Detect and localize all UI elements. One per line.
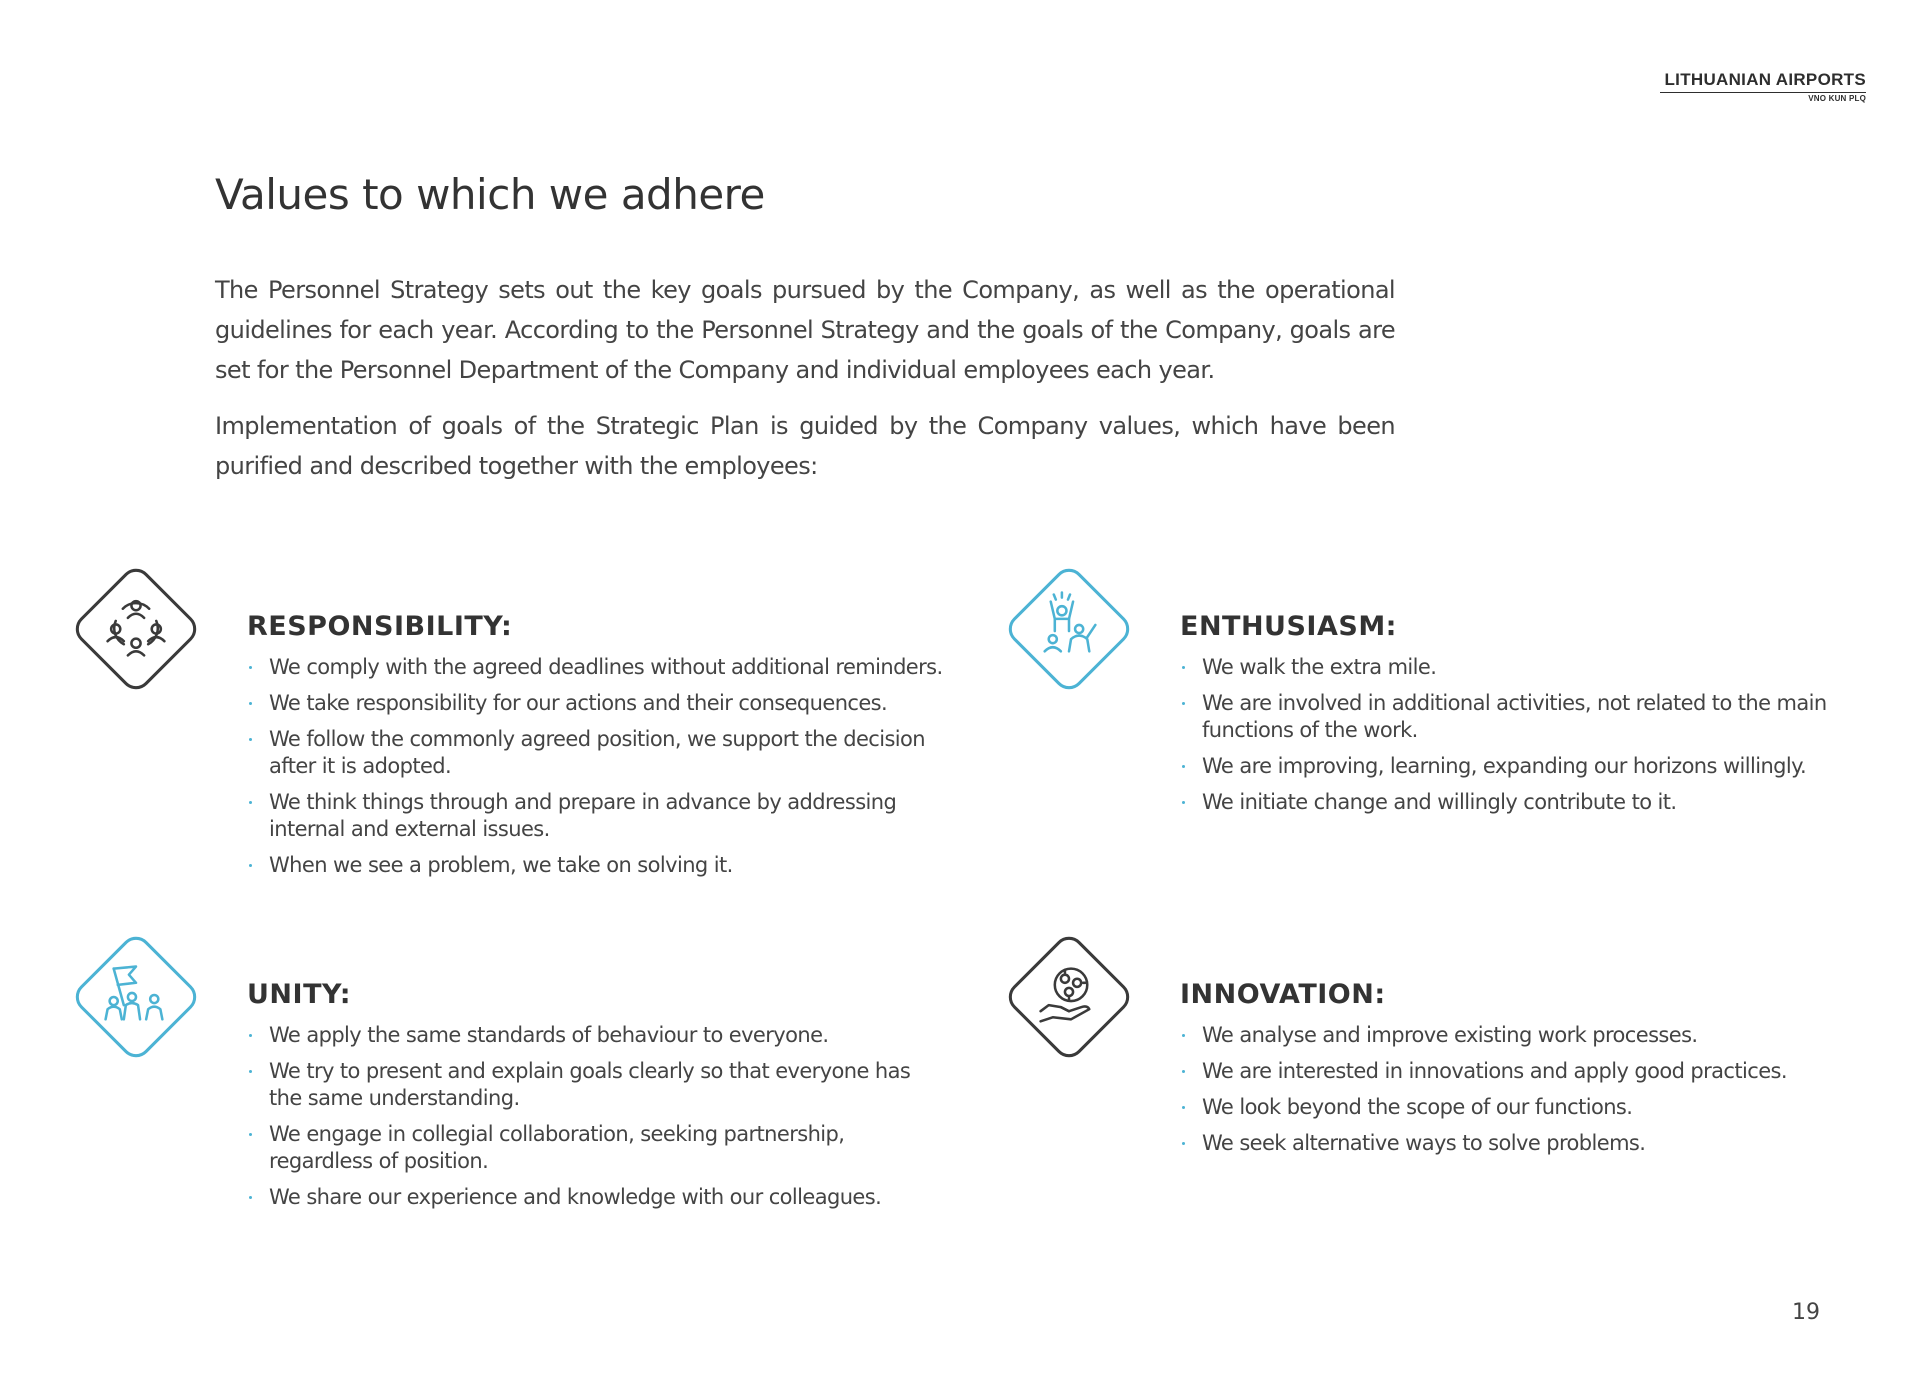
list-item (1180, 1094, 1880, 1121)
list-item (247, 852, 947, 879)
list-item-text: We are involved in additional activities, not related to the main functions of the work. (1202, 691, 1827, 742)
list-item-text: We think things through and prepare in advance by addressing internal and external issues. (269, 790, 897, 841)
value-heading: ENTHUSIASM: (1180, 611, 1397, 642)
list-item-text: We walk the extra mile. (1202, 655, 1437, 679)
value-heading: INNOVATION: (1180, 979, 1386, 1010)
list-item-text: We apply the same standards of behaviour to everyone. (269, 1023, 829, 1047)
bullet-dot (1182, 765, 1185, 768)
list-item (247, 789, 947, 843)
logo-airport-codes: VNO KUN PLQ (1808, 94, 1866, 103)
bullet-dot (1182, 1142, 1185, 1145)
list-item (247, 726, 947, 780)
list-item-text: We analyse and improve existing work processes. (1202, 1023, 1698, 1047)
hand-holding-gears-icon (998, 926, 1140, 1068)
list-item (1180, 654, 1880, 681)
bullet-dot (1182, 801, 1185, 804)
list-item (1180, 789, 1880, 816)
bullet-dot (1182, 666, 1185, 669)
bullet-dot (249, 1034, 252, 1037)
list-item-text: We initiate change and willingly contribute to it. (1202, 790, 1677, 814)
bullet-dot (1182, 1034, 1185, 1037)
list-item (1180, 690, 1880, 744)
bullet-dot (249, 1070, 252, 1073)
bullet-dot (1182, 1106, 1185, 1109)
list-item (247, 690, 947, 717)
page-title: Values to which we adhere (215, 170, 765, 219)
bullet-dot (249, 702, 252, 705)
company-logo (1660, 70, 1866, 104)
bullet-dot (249, 738, 252, 741)
team-circle-icon (65, 558, 207, 700)
bullet-dot (1182, 1070, 1185, 1073)
intro-paragraph-2: Implementation of goals of the Strategic Plan is guided by the Company values, which have been purified and described together with the employees: (215, 412, 1395, 480)
list-item (247, 1184, 947, 1211)
value-list (247, 1022, 947, 1220)
intro-paragraph-1: The Personnel Strategy sets out the key goals pursued by the Company, as well as the operational guidelines for each year. According to the Personnel Strategy and the goals of the Company, goals are set for the Personnel Department of the Company and individual employees each year. (215, 276, 1395, 384)
bullet-dot (249, 864, 252, 867)
value-list (1180, 654, 1880, 825)
bullet-dot (249, 666, 252, 669)
value-list (1180, 1022, 1880, 1166)
list-item (247, 1121, 947, 1175)
list-item-text: We take responsibility for our actions and their consequences. (269, 691, 888, 715)
list-item (1180, 1022, 1880, 1049)
list-item-text: We comply with the agreed deadlines without additional reminders. (269, 655, 943, 679)
bullet-dot (249, 1196, 252, 1199)
list-item-text: We try to present and explain goals clearly so that everyone has the same understanding. (269, 1059, 911, 1110)
list-item (1180, 1130, 1880, 1157)
list-item-text: When we see a problem, we take on solving it. (269, 853, 733, 877)
bullet-dot (1182, 702, 1185, 705)
page-number: 19 (1792, 1300, 1820, 1325)
bullet-dot (249, 801, 252, 804)
list-item-text: We engage in collegial collaboration, seeking partnership, regardless of position. (269, 1122, 845, 1173)
value-heading: UNITY: (247, 979, 351, 1010)
bullet-dot (249, 1133, 252, 1136)
list-item-text: We look beyond the scope of our functions. (1202, 1095, 1633, 1119)
logo-name: LITHUANIAN AIRPORTS (1664, 70, 1866, 89)
value-heading: RESPONSIBILITY: (247, 611, 513, 642)
value-list (247, 654, 947, 888)
list-item (1180, 753, 1880, 780)
list-item-text: We share our experience and knowledge with our colleagues. (269, 1185, 882, 1209)
list-item (247, 654, 947, 681)
intro-text (215, 270, 1395, 502)
list-item-text: We seek alternative ways to solve problems. (1202, 1131, 1646, 1155)
list-item-text: We follow the commonly agreed position, we support the decision after it is adopted. (269, 727, 926, 778)
cheering-people-icon (998, 558, 1140, 700)
list-item-text: We are improving, learning, expanding our horizons willingly. (1202, 754, 1807, 778)
list-item-text: We are interested in innovations and apply good practices. (1202, 1059, 1787, 1083)
group-with-flag-icon (65, 926, 207, 1068)
list-item (1180, 1058, 1880, 1085)
list-item (247, 1022, 947, 1049)
list-item (247, 1058, 947, 1112)
